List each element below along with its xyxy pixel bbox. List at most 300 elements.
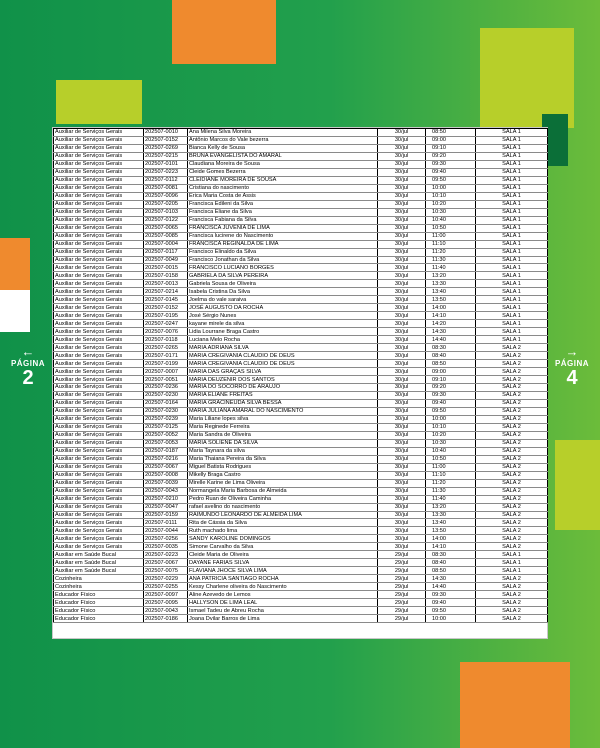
- table-row: [54, 423, 548, 431]
- table-row: [54, 543, 548, 551]
- date-cell: 30/jul: [378, 344, 426, 352]
- name-cell: Maria Sandra de Oliveira: [188, 431, 378, 439]
- time-cell: 11:40: [426, 264, 476, 272]
- time-cell: 11:10: [426, 471, 476, 479]
- registration-cell: 202507-0007: [144, 368, 188, 376]
- name-cell: FRANCISCA JUVENIA DE LIMA: [188, 224, 378, 232]
- room-cell: SALA 2: [476, 360, 548, 368]
- registration-cell: 202507-0053: [144, 439, 188, 447]
- role-cell: Auxiliar de Serviços Gerais: [54, 344, 144, 352]
- registration-cell: 202507-0159: [144, 511, 188, 519]
- table-row: [54, 376, 548, 384]
- table-row: [54, 391, 548, 399]
- table-row: [54, 184, 548, 192]
- date-cell: 30/jul: [378, 264, 426, 272]
- registration-cell: 202507-0229: [144, 575, 188, 583]
- table-row: [54, 535, 548, 543]
- time-cell: 13:50: [426, 296, 476, 304]
- name-cell: FRANCISCA REGINALDA DE LIMA: [188, 240, 378, 248]
- name-cell: Simone Carvalho da Silva: [188, 543, 378, 551]
- time-cell: 14:30: [426, 328, 476, 336]
- registration-cell: 202507-0065: [144, 224, 188, 232]
- registration-cell: 202507-0103: [144, 208, 188, 216]
- name-cell: Joana Dvilar Barros de Lima: [188, 615, 378, 623]
- time-cell: 13:20: [426, 272, 476, 280]
- role-cell: Auxiliar de Serviços Gerais: [54, 503, 144, 511]
- room-cell: SALA 1: [476, 551, 548, 559]
- date-cell: 30/jul: [378, 376, 426, 384]
- table-row: [54, 312, 548, 320]
- role-cell: Auxiliar de Serviços Gerais: [54, 248, 144, 256]
- role-cell: Auxiliar de Serviços Gerais: [54, 224, 144, 232]
- date-cell: 30/jul: [378, 144, 426, 152]
- registration-cell: 202507-0008: [144, 471, 188, 479]
- name-cell: FLAVIANA JHOCE SILVA LIMA: [188, 567, 378, 575]
- room-cell: SALA 2: [476, 575, 548, 583]
- registration-cell: 202507-0216: [144, 455, 188, 463]
- time-cell: 09:10: [426, 376, 476, 384]
- room-cell: SALA 2: [476, 607, 548, 615]
- role-cell: Auxiliar de Serviços Gerais: [54, 439, 144, 447]
- table-row: [54, 296, 548, 304]
- role-cell: Auxiliar de Serviços Gerais: [54, 535, 144, 543]
- room-cell: SALA 2: [476, 455, 548, 463]
- date-cell: 30/jul: [378, 160, 426, 168]
- table-row: [54, 328, 548, 336]
- date-cell: 30/jul: [378, 192, 426, 200]
- prev-page-nav[interactable]: [8, 346, 48, 388]
- table-row: [54, 272, 548, 280]
- role-cell: Auxiliar de Serviços Gerais: [54, 368, 144, 376]
- registration-cell: 202507-0210: [144, 495, 188, 503]
- registration-cell: 202507-0015: [144, 264, 188, 272]
- room-cell: SALA 2: [476, 352, 548, 360]
- time-cell: 08:50: [426, 360, 476, 368]
- time-cell: 10:30: [426, 208, 476, 216]
- role-cell: Auxiliar de Serviços Gerais: [54, 264, 144, 272]
- prev-page-label: PÁGINA: [10, 359, 46, 368]
- time-cell: 13:30: [426, 280, 476, 288]
- time-cell: 09:20: [426, 152, 476, 160]
- schedule-table: [53, 128, 548, 623]
- date-cell: 29/jul: [378, 551, 426, 559]
- table-row: [54, 352, 548, 360]
- table-row: [54, 559, 548, 567]
- room-cell: SALA 1: [476, 224, 548, 232]
- role-cell: Auxiliar de Serviços Gerais: [54, 328, 144, 336]
- role-cell: Auxiliar de Serviços Gerais: [54, 208, 144, 216]
- name-cell: Gabriela Sousa de Oliveira: [188, 280, 378, 288]
- arrow-left-icon: ←: [21, 344, 35, 359]
- room-cell: SALA 2: [476, 447, 548, 455]
- time-cell: 14:10: [426, 312, 476, 320]
- time-cell: 10:20: [426, 431, 476, 439]
- room-cell: SALA 1: [476, 208, 548, 216]
- role-cell: Auxiliar de Serviços Gerais: [54, 543, 144, 551]
- name-cell: MARIA CREGIVANIA CLAUDIO DE DEUS: [188, 360, 378, 368]
- name-cell: Francisca Fabiana da Silva: [188, 216, 378, 224]
- name-cell: HALLYSON DE LIMA LEAL: [188, 599, 378, 607]
- name-cell: Francisca Eliane da Silva: [188, 208, 378, 216]
- role-cell: Cozinheira: [54, 575, 144, 583]
- next-page-nav[interactable]: [552, 346, 592, 388]
- role-cell: Auxiliar de Serviços Gerais: [54, 336, 144, 344]
- registration-cell: 202507-0215: [144, 152, 188, 160]
- room-cell: SALA 2: [476, 495, 548, 503]
- table-row: [54, 144, 548, 152]
- name-cell: Cristiana do nascimento: [188, 184, 378, 192]
- table-row: [54, 487, 548, 495]
- room-cell: SALA 2: [476, 415, 548, 423]
- table-row: [54, 368, 548, 376]
- date-cell: 30/jul: [378, 511, 426, 519]
- date-cell: 30/jul: [378, 312, 426, 320]
- time-cell: 10:20: [426, 200, 476, 208]
- name-cell: MARIA ADRIANA SILVA: [188, 344, 378, 352]
- time-cell: 08:30: [426, 344, 476, 352]
- registration-cell: 202507-0269: [144, 144, 188, 152]
- registration-cell: 202507-0145: [144, 296, 188, 304]
- time-cell: 09:40: [426, 168, 476, 176]
- room-cell: SALA 1: [476, 256, 548, 264]
- time-cell: 09:40: [426, 599, 476, 607]
- name-cell: MARIA SOLIENE DA SILVA: [188, 439, 378, 447]
- table-row: [54, 447, 548, 455]
- time-cell: 10:30: [426, 439, 476, 447]
- date-cell: 29/jul: [378, 567, 426, 575]
- schedule-sheet: [52, 127, 548, 639]
- table-row: [54, 360, 548, 368]
- time-cell: 09:00: [426, 136, 476, 144]
- room-cell: SALA 1: [476, 136, 548, 144]
- time-cell: 14:40: [426, 583, 476, 591]
- name-cell: Aline Azevedo de Lemos: [188, 591, 378, 599]
- role-cell: Auxiliar de Serviços Gerais: [54, 232, 144, 240]
- role-cell: Auxiliar de Serviços Gerais: [54, 352, 144, 360]
- registration-cell: 202507-0265: [144, 344, 188, 352]
- role-cell: Auxiliar de Serviços Gerais: [54, 407, 144, 415]
- time-cell: 14:00: [426, 304, 476, 312]
- name-cell: MARIA DO SOCORRO DE ARAUJO: [188, 384, 378, 392]
- table-row: [54, 152, 548, 160]
- table-row: [54, 224, 548, 232]
- time-cell: 09:50: [426, 607, 476, 615]
- time-cell: 13:40: [426, 288, 476, 296]
- room-cell: SALA 1: [476, 192, 548, 200]
- role-cell: Cozinheira: [54, 583, 144, 591]
- room-cell: SALA 2: [476, 431, 548, 439]
- room-cell: SALA 2: [476, 527, 548, 535]
- room-cell: SALA 1: [476, 559, 548, 567]
- role-cell: Educador Físico: [54, 599, 144, 607]
- date-cell: 30/jul: [378, 216, 426, 224]
- table-row: [54, 264, 548, 272]
- room-cell: SALA 2: [476, 368, 548, 376]
- registration-cell: 202507-0118: [144, 336, 188, 344]
- date-cell: 30/jul: [378, 391, 426, 399]
- date-cell: 30/jul: [378, 248, 426, 256]
- room-cell: SALA 1: [476, 168, 548, 176]
- role-cell: Auxiliar de Serviços Gerais: [54, 304, 144, 312]
- room-cell: SALA 1: [476, 336, 548, 344]
- date-cell: 30/jul: [378, 543, 426, 551]
- room-cell: SALA 2: [476, 591, 548, 599]
- registration-cell: 202507-0255: [144, 583, 188, 591]
- time-cell: 09:40: [426, 399, 476, 407]
- registration-cell: 202507-0047: [144, 503, 188, 511]
- table-row: [54, 607, 548, 615]
- role-cell: Auxiliar de Serviços Gerais: [54, 256, 144, 264]
- table-row: [54, 160, 548, 168]
- time-cell: 10:00: [426, 184, 476, 192]
- table-row: [54, 240, 548, 248]
- room-cell: SALA 1: [476, 240, 548, 248]
- date-cell: 30/jul: [378, 447, 426, 455]
- name-cell: Lidia Lourrane Braga Castro: [188, 328, 378, 336]
- role-cell: Auxiliar de Serviços Gerais: [54, 152, 144, 160]
- registration-cell: 202507-0186: [144, 615, 188, 623]
- time-cell: 13:20: [426, 503, 476, 511]
- name-cell: Francisco Elinaldo da Silva: [188, 248, 378, 256]
- prev-page-number: 2: [22, 367, 34, 389]
- room-cell: SALA 1: [476, 184, 548, 192]
- date-cell: 30/jul: [378, 399, 426, 407]
- date-cell: 30/jul: [378, 495, 426, 503]
- registration-cell: 202507-0223: [144, 551, 188, 559]
- room-cell: SALA 1: [476, 264, 548, 272]
- table-row: [54, 455, 548, 463]
- role-cell: Auxiliar de Serviços Gerais: [54, 423, 144, 431]
- role-cell: Auxiliar em Saúde Bucal: [54, 567, 144, 575]
- time-cell: 14:20: [426, 320, 476, 328]
- date-cell: 30/jul: [378, 320, 426, 328]
- room-cell: SALA 1: [476, 152, 548, 160]
- time-cell: 11:20: [426, 479, 476, 487]
- time-cell: 08:30: [426, 551, 476, 559]
- date-cell: 30/jul: [378, 479, 426, 487]
- room-cell: SALA 2: [476, 511, 548, 519]
- time-cell: 10:50: [426, 224, 476, 232]
- registration-cell: 202507-0171: [144, 352, 188, 360]
- registration-cell: 202507-0067: [144, 463, 188, 471]
- room-cell: SALA 2: [476, 615, 548, 623]
- role-cell: Auxiliar de Serviços Gerais: [54, 391, 144, 399]
- room-cell: SALA 2: [476, 399, 548, 407]
- date-cell: 30/jul: [378, 487, 426, 495]
- role-cell: Auxiliar de Serviços Gerais: [54, 527, 144, 535]
- room-cell: SALA 1: [476, 312, 548, 320]
- role-cell: Educador Físico: [54, 591, 144, 599]
- date-cell: 30/jul: [378, 415, 426, 423]
- role-cell: Auxiliar de Serviços Gerais: [54, 463, 144, 471]
- room-cell: SALA 1: [476, 216, 548, 224]
- time-cell: 13:50: [426, 527, 476, 535]
- room-cell: SALA 1: [476, 144, 548, 152]
- time-cell: 11:30: [426, 487, 476, 495]
- room-cell: SALA 1: [476, 129, 548, 137]
- table-row: [54, 551, 548, 559]
- date-cell: 29/jul: [378, 559, 426, 567]
- name-cell: Kessy Charlene oliveira do Nascimento: [188, 583, 378, 591]
- registration-cell: 202507-0199: [144, 360, 188, 368]
- name-cell: Ana Milena Silva Moreira: [188, 129, 378, 137]
- table-row: [54, 463, 548, 471]
- room-cell: SALA 1: [476, 567, 548, 575]
- date-cell: 30/jul: [378, 200, 426, 208]
- registration-cell: 202507-0076: [144, 328, 188, 336]
- room-cell: SALA 1: [476, 200, 548, 208]
- time-cell: 10:40: [426, 447, 476, 455]
- name-cell: RAIMUNDO LEONARDO DE ALMEIDA LIMA: [188, 511, 378, 519]
- next-page-number: 4: [566, 367, 578, 389]
- date-cell: 30/jul: [378, 168, 426, 176]
- time-cell: 09:10: [426, 144, 476, 152]
- registration-cell: 202507-0004: [144, 240, 188, 248]
- table-row: [54, 192, 548, 200]
- registration-cell: 202507-0111: [144, 519, 188, 527]
- registration-cell: 202507-0049: [144, 256, 188, 264]
- date-cell: 30/jul: [378, 328, 426, 336]
- date-cell: 30/jul: [378, 336, 426, 344]
- time-cell: 09:30: [426, 391, 476, 399]
- name-cell: MARIA JULIANA AMARAL DO NASCIMENTO: [188, 407, 378, 415]
- table-row: [54, 129, 548, 137]
- date-cell: 30/jul: [378, 256, 426, 264]
- time-cell: 11:40: [426, 495, 476, 503]
- date-cell: 30/jul: [378, 152, 426, 160]
- time-cell: 11:00: [426, 232, 476, 240]
- time-cell: 08:40: [426, 352, 476, 360]
- time-cell: 09:30: [426, 591, 476, 599]
- time-cell: 09:50: [426, 407, 476, 415]
- name-cell: Pedro Ruan de Oliveira Caminha: [188, 495, 378, 503]
- time-cell: 14:30: [426, 575, 476, 583]
- table-row: [54, 384, 548, 392]
- date-cell: 30/jul: [378, 439, 426, 447]
- date-cell: 30/jul: [378, 296, 426, 304]
- registration-cell: 202507-0101: [144, 160, 188, 168]
- table-row: [54, 216, 548, 224]
- role-cell: Auxiliar de Serviços Gerais: [54, 495, 144, 503]
- room-cell: SALA 2: [476, 487, 548, 495]
- table-row: [54, 320, 548, 328]
- room-cell: SALA 1: [476, 176, 548, 184]
- room-cell: SALA 1: [476, 160, 548, 168]
- registration-cell: 202507-0051: [144, 376, 188, 384]
- orange-block-top: [172, 0, 276, 64]
- role-cell: Auxiliar de Serviços Gerais: [54, 519, 144, 527]
- time-cell: 13:30: [426, 511, 476, 519]
- role-cell: Auxiliar de Serviços Gerais: [54, 192, 144, 200]
- table-row: [54, 280, 548, 288]
- role-cell: Auxiliar de Serviços Gerais: [54, 176, 144, 184]
- lime-block-right: [555, 440, 600, 530]
- table-row: [54, 615, 548, 623]
- date-cell: 30/jul: [378, 184, 426, 192]
- registration-cell: 202507-0195: [144, 312, 188, 320]
- registration-cell: 202507-0158: [144, 272, 188, 280]
- table-row: [54, 208, 548, 216]
- role-cell: Auxiliar de Serviços Gerais: [54, 240, 144, 248]
- role-cell: Auxiliar em Saúde Bucal: [54, 551, 144, 559]
- date-cell: 30/jul: [378, 280, 426, 288]
- date-cell: 29/jul: [378, 615, 426, 623]
- name-cell: Mirelle Karine de Lima Oliveira: [188, 479, 378, 487]
- table-row: [54, 344, 548, 352]
- table-row: [54, 168, 548, 176]
- table-row: [54, 248, 548, 256]
- time-cell: 10:00: [426, 415, 476, 423]
- name-cell: kayane mirele da silva: [188, 320, 378, 328]
- name-cell: GABRIELA DA SILVA PEREIRA: [188, 272, 378, 280]
- date-cell: 30/jul: [378, 368, 426, 376]
- registration-cell: 202507-0085: [144, 232, 188, 240]
- date-cell: 29/jul: [378, 591, 426, 599]
- table-row: [54, 136, 548, 144]
- table-row: [54, 439, 548, 447]
- name-cell: Érica Maria Costa de Assis: [188, 192, 378, 200]
- room-cell: SALA 2: [476, 519, 548, 527]
- name-cell: Francisca lucirene do Nascimento: [188, 232, 378, 240]
- registration-cell: 202507-0214: [144, 288, 188, 296]
- role-cell: Auxiliar de Serviços Gerais: [54, 312, 144, 320]
- date-cell: 30/jul: [378, 407, 426, 415]
- lime-block-top-right: [480, 28, 574, 128]
- role-cell: Educador Físico: [54, 607, 144, 615]
- table-row: [54, 511, 548, 519]
- name-cell: Francisca Edileni da Silva: [188, 200, 378, 208]
- registration-cell: 202507-0112: [144, 176, 188, 184]
- time-cell: 10:40: [426, 216, 476, 224]
- date-cell: 30/jul: [378, 423, 426, 431]
- role-cell: Educador Físico: [54, 615, 144, 623]
- role-cell: Auxiliar de Serviços Gerais: [54, 200, 144, 208]
- registration-cell: 202507-0096: [144, 192, 188, 200]
- time-cell: 10:00: [426, 615, 476, 623]
- name-cell: Bianca Kelly de Sousa: [188, 144, 378, 152]
- name-cell: Luciana Melo Rocha: [188, 336, 378, 344]
- registration-cell: 202507-0095: [144, 599, 188, 607]
- time-cell: 08:50: [426, 129, 476, 137]
- name-cell: Maria Taynara da silva: [188, 447, 378, 455]
- date-cell: 30/jul: [378, 519, 426, 527]
- time-cell: 14:10: [426, 543, 476, 551]
- role-cell: Auxiliar de Serviços Gerais: [54, 415, 144, 423]
- room-cell: SALA 1: [476, 320, 548, 328]
- registration-cell: 202507-0043: [144, 607, 188, 615]
- registration-cell: 202507-0097: [144, 591, 188, 599]
- time-cell: 08:50: [426, 567, 476, 575]
- room-cell: SALA 2: [476, 479, 548, 487]
- name-cell: Maria Reginede Ferreira: [188, 423, 378, 431]
- name-cell: MARIA DEUZENIR DOS SANTOS: [188, 376, 378, 384]
- time-cell: 11:30: [426, 256, 476, 264]
- date-cell: 29/jul: [378, 599, 426, 607]
- table-row: [54, 599, 548, 607]
- table-row: [54, 479, 548, 487]
- table-row: [54, 519, 548, 527]
- room-cell: SALA 2: [476, 543, 548, 551]
- date-cell: 30/jul: [378, 240, 426, 248]
- table-row: [54, 399, 548, 407]
- name-cell: Isabela Cristina Da Silva: [188, 288, 378, 296]
- next-page-label: PÁGINA: [554, 359, 590, 368]
- time-cell: 10:50: [426, 455, 476, 463]
- time-cell: 13:40: [426, 519, 476, 527]
- date-cell: 30/jul: [378, 232, 426, 240]
- table-row: [54, 527, 548, 535]
- table-row: [54, 200, 548, 208]
